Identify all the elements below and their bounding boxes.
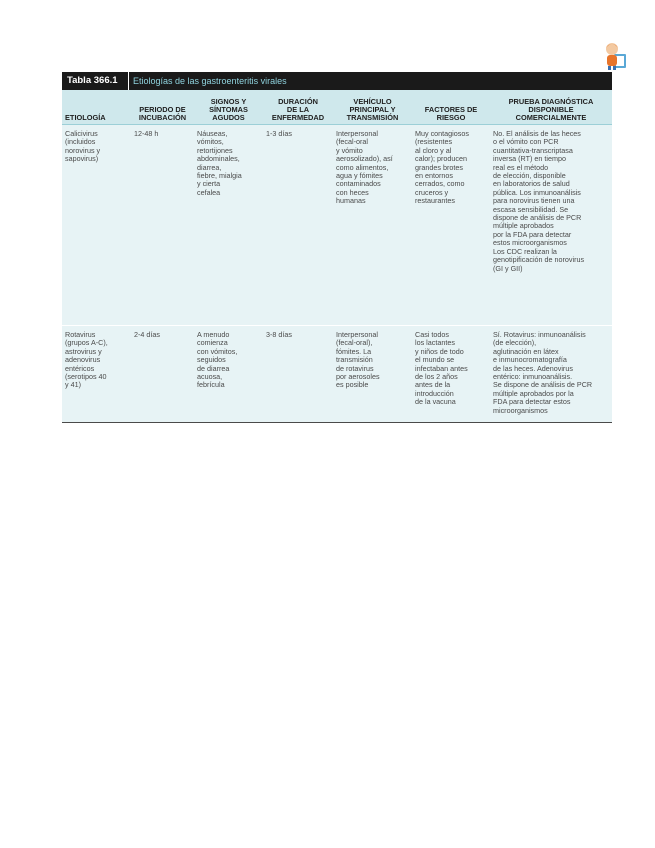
cell-etiologia: Rotavirus (grupos A-C), astrovirus y adenovirus entéricos (serotipos 40 y 41) [65, 330, 108, 390]
header-incubacion: PERIODO DE INCUBACIÓN [138, 105, 187, 122]
cell-duracion: 3-8 días [266, 330, 292, 339]
header-factores: FACTORES DE RIESGO [424, 105, 478, 122]
cell-duracion: 1-3 días [266, 129, 292, 138]
header-prueba: PRUEBA DIAGNÓSTICA DISPONIBLE COMERCIALMENTE [508, 97, 594, 122]
table-title: Etiologías de las gastroenteritis virales [128, 72, 612, 90]
header-vehiculo: VEHÍCULO PRINCIPAL Y TRANSMISIÓN [346, 97, 399, 122]
cell-signos: A menudo comienza con vómitos, seguidos de diarrea acuosa, febrícula [197, 330, 238, 390]
table-title-bar [62, 72, 612, 90]
header-signos: SIGNOS Y SÍNTOMAS AGUDOS [209, 97, 248, 122]
table-row [62, 125, 612, 326]
table-number: Tabla 366.1 [62, 72, 128, 90]
table-header-row [62, 90, 612, 125]
cell-incubacion: 2-4 días [134, 330, 160, 339]
cell-prueba: No. El análisis de las heces o el vómito con PCR cuantitativa-transcriptasa inversa (RT) en tiempo real es el método de elección, disponible en laboratorios de salud pública. Los inmunoanálisis para norovirus tienen una escasa sensibilidad. Se dispone de análisis de PCR múltiple aprobados por la FDA para detectar estos microorganismos Los CDC realizan la genotipificación de norovirus (GI y GII) [493, 129, 585, 273]
cell-factores: Muy contagiosos (resistentes al cloro y al calor); producen grandes brotes en entornos cerrados, como cruceros y restaurantes [415, 129, 469, 206]
table-row [62, 326, 612, 423]
cell-signos: Náuseas, vómitos, retortijones abdominales, diarrea, fiebre, mialgia y cierta cefalea [197, 129, 242, 197]
gastroenteritis-table [62, 72, 612, 423]
cell-vehiculo: Interpersonal (fecal-oral), fómites. La transmisión de rotavirus por aerosoles es posible [336, 330, 380, 390]
reader-mascot-icon [601, 40, 627, 70]
cell-incubacion: 12-48 h [134, 129, 159, 138]
header-duracion: DURACIÓN DE LA ENFERMEDAD [271, 97, 325, 122]
cell-factores: Casi todos los lactantes y niños de todo el mundo se infectaban antes de los 2 años antes de la introducción de la vacuna [415, 330, 468, 407]
cell-vehiculo: Interpersonal (fecal-oral y vómito aerosolizado), así como alimentos, agua y fómites contaminados con heces humanas [336, 129, 393, 206]
cell-prueba: Sí. Rotavirus: inmunoanálisis (de elección), aglutinación en látex e inmunocromatografía de las heces. Adenovirus entérico: inmunoanálisis. Se dispone de análisis de PCR múltiple aprobados por la FDA para detectar estos microorganismos [493, 330, 593, 415]
cell-etiologia: Calicivirus (incluidos norovirus y sapovirus) [65, 129, 101, 164]
header-etiologia: ETIOLOGÍA [65, 113, 106, 122]
